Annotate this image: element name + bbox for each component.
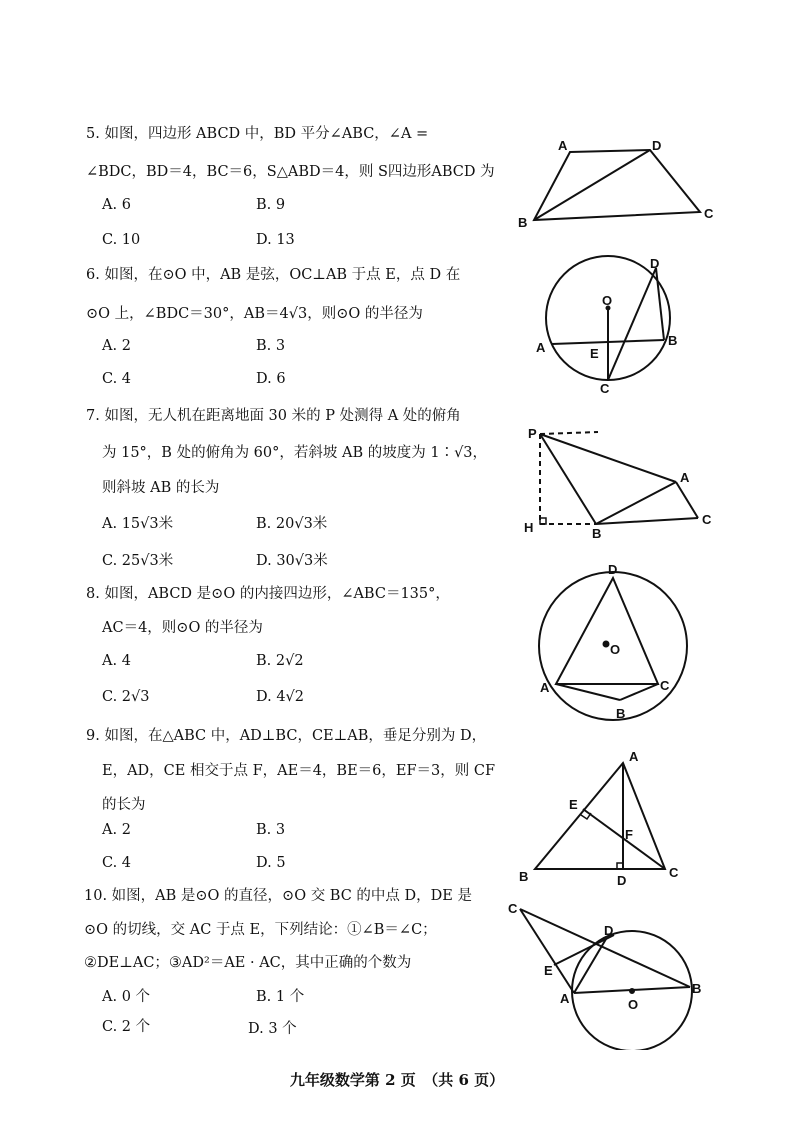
- label-e: E: [569, 797, 578, 812]
- question-10-option-a: A. 0 个: [102, 989, 151, 1005]
- question-7-line-1: 7. 如图，无人机在距离地面 30 米的 P 处测得 A 处的俯角: [86, 408, 461, 424]
- question-8-option-b: B. 2√2: [256, 653, 304, 669]
- question-6-line-2: ⊙O 上，∠BDC＝30°，AB＝4√3，则⊙O 的半径为: [86, 306, 423, 322]
- question-7-line-2: 为 15°，B 处的俯角为 60°，若斜坡 AB 的坡度为 1∶√3，: [102, 445, 488, 461]
- question-6-line-1: 6. 如图，在⊙O 中，AB 是弦，OC⊥AB 于点 E，点 D 在: [86, 267, 461, 283]
- label-a: A: [629, 749, 639, 764]
- label-a: A: [558, 138, 568, 153]
- question-6-figure: [528, 250, 698, 395]
- question-8-line-1: 8. 如图，ABCD 是⊙O 的内接四边形，∠ABC＝135°，: [86, 586, 450, 602]
- question-9-option-a: A. 2: [102, 822, 131, 838]
- label-o: O: [628, 997, 639, 1012]
- question-10-line-2: ⊙O 的切线，交 AC 于点 E，下列结论：①∠B＝∠C；: [84, 922, 437, 938]
- question-8-figure: [530, 560, 710, 725]
- question-5-line-1: 5. 如图，四边形 ABCD 中，BD 平分∠ABC，∠A =: [86, 126, 429, 142]
- label-d: D: [652, 138, 662, 153]
- label-f: F: [625, 827, 633, 842]
- question-7-line-3: 则斜坡 AB 的长为: [102, 480, 220, 496]
- question-9-option-c: C. 4: [102, 855, 132, 871]
- question-10-option-d: D. 3 个: [248, 1021, 297, 1037]
- question-7-option-c: C. 25√3米: [102, 553, 174, 569]
- page-footer: 九年级数学第 2 页 （共 6 页）: [289, 1071, 505, 1089]
- label-c: C: [660, 678, 670, 693]
- label-d: D: [608, 562, 618, 577]
- question-6-option-a: A. 2: [102, 338, 131, 354]
- question-9-figure: [515, 745, 705, 890]
- question-8-option-c: C. 2√3: [102, 689, 150, 705]
- question-7-option-a: A. 15√3米: [102, 516, 174, 532]
- label-b: B: [518, 215, 528, 230]
- question-9-line-3: 的长为: [102, 797, 146, 813]
- question-6-option-c: C. 4: [102, 371, 132, 387]
- label-b: B: [668, 333, 678, 348]
- question-8-option-d: D. 4√2: [256, 689, 305, 705]
- question-7-option-d: D. 30√3米: [256, 553, 328, 569]
- question-8-line-2: AC＝4，则⊙O 的半径为: [102, 620, 263, 636]
- question-5-option-d: D. 13: [256, 232, 295, 248]
- question-6-option-b: B. 3: [256, 338, 286, 354]
- label-a: A: [536, 340, 546, 355]
- label-b: B: [616, 706, 626, 721]
- label-p: P: [528, 426, 537, 441]
- label-b: B: [519, 869, 529, 884]
- question-8-option-a: A. 4: [102, 653, 131, 669]
- question-10-line-3: ②DE⊥AC；③AD²＝AE · AC，其中正确的个数为: [84, 955, 412, 971]
- question-6-option-d: D. 6: [256, 371, 286, 387]
- label-h: H: [524, 520, 534, 535]
- question-10-line-1: 10. 如图，AB 是⊙O 的直径，⊙O 交 BC 的中点 D，DE 是: [84, 888, 472, 904]
- question-5-figure: [510, 130, 730, 235]
- label-a: A: [540, 680, 550, 695]
- question-9-option-d: D. 5: [256, 855, 286, 871]
- label-b: B: [592, 526, 602, 541]
- question-5-option-a: A. 6: [102, 197, 131, 213]
- question-10-option-c: C. 2 个: [102, 1019, 151, 1035]
- label-o: O: [602, 293, 613, 308]
- label-d: D: [650, 256, 660, 271]
- question-5-line-2: ∠BDC，BD＝4，BC＝6，S△ABD＝4，则 S四边形ABCD 为: [86, 164, 495, 180]
- question-9-line-2: E，AD，CE 相交于点 F，AE＝4，BE＝6，EF＝3，则 CF: [102, 763, 496, 779]
- label-a: A: [560, 991, 570, 1006]
- label-d: D: [604, 923, 614, 938]
- label-c: C: [669, 865, 679, 880]
- question-9-option-b: B. 3: [256, 822, 286, 838]
- label-o: O: [610, 642, 621, 657]
- question-7-option-b: B. 20√3米: [256, 516, 328, 532]
- label-e: E: [544, 963, 553, 978]
- label-c: C: [600, 381, 610, 395]
- label-c: C: [704, 206, 714, 221]
- question-10-figure: [500, 895, 715, 1050]
- label-c: C: [508, 901, 518, 916]
- label-b: B: [692, 981, 702, 996]
- label-e: E: [590, 346, 599, 361]
- question-10-option-b: B. 1 个: [256, 989, 305, 1005]
- question-5-option-b: B. 9: [256, 197, 286, 213]
- question-5-option-c: C. 10: [102, 232, 141, 248]
- label-d: D: [617, 873, 627, 888]
- label-a: A: [680, 470, 690, 485]
- label-c: C: [702, 512, 712, 527]
- question-7-figure: [520, 420, 720, 545]
- question-9-line-1: 9. 如图，在△ABC 中，AD⊥BC，CE⊥AB，垂足分别为 D，: [86, 728, 487, 744]
